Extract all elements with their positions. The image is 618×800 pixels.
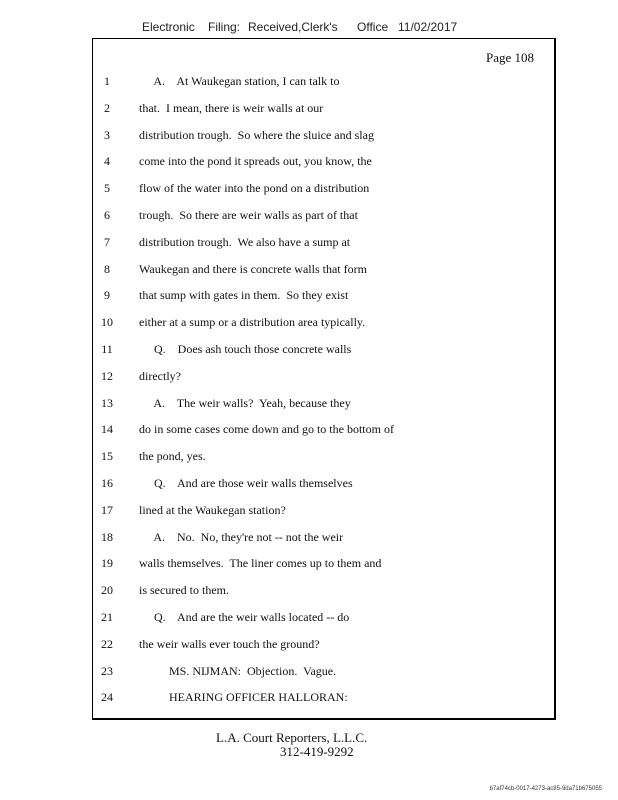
line-text: the pond, yes.	[139, 449, 206, 464]
line-number: 22	[101, 636, 113, 651]
line-text: do in some cases come down and go to the bottom of	[139, 422, 394, 437]
transcript-line	[0, 261, 556, 277]
line-text: that sump with gates in them. So they exist	[139, 288, 349, 303]
line-text: Q. And are the weir walls located -- do	[139, 610, 350, 624]
line-number: 21	[101, 610, 113, 624]
line-text: lined at the Waukegan station?	[139, 502, 286, 517]
transcript-line	[0, 582, 556, 598]
line-number: 4	[104, 154, 110, 169]
transcript-line	[0, 100, 556, 116]
line-number: 17	[101, 502, 113, 517]
transcript-line	[0, 609, 556, 625]
filing-stamp-electronic: Electronic	[142, 20, 195, 34]
line-number: 13	[101, 395, 113, 410]
line-text: Q. Does ash touch those concrete walls	[139, 342, 352, 356]
court-reporter-phone: 312-419-9292	[280, 744, 354, 759]
line-text: walls themselves. The liner comes up to them and	[139, 556, 382, 571]
line-text: MS. NIJMAN: Objection. Vague.	[139, 663, 337, 678]
line-text: Waukegan and there is concrete walls that form	[139, 261, 367, 276]
line-number: 11	[101, 342, 113, 356]
line-text: the weir walls ever touch the ground?	[139, 636, 320, 651]
filing-stamp-office: Office	[357, 20, 389, 34]
transcript-line	[0, 529, 556, 545]
transcript-line	[0, 636, 556, 652]
transcript-line	[0, 341, 556, 357]
transcript-line	[0, 180, 556, 196]
transcript-line	[0, 475, 556, 491]
line-number: 10	[101, 315, 113, 330]
line-text: is secured to them.	[139, 583, 229, 598]
transcript-line	[0, 153, 556, 169]
line-text: A. At Waukegan station, I can talk to	[139, 74, 340, 88]
line-number: 1	[104, 74, 110, 88]
transcript-line	[0, 207, 556, 223]
line-number: 23	[101, 663, 113, 678]
transcript-line	[0, 234, 556, 250]
court-reporter-name: L.A. Court Reporters, L.L.C.	[216, 730, 368, 745]
transcript-line	[0, 502, 556, 518]
line-text: flow of the water into the pond on a distribution	[139, 181, 370, 196]
line-number: 19	[101, 556, 113, 571]
line-number: 14	[101, 422, 113, 437]
line-number: 18	[101, 529, 113, 544]
line-number: 9	[104, 288, 110, 303]
line-text: HEARING OFFICER HALLORAN:	[139, 690, 348, 705]
transcript-line	[0, 448, 556, 464]
filing-stamp-header	[0, 20, 618, 38]
filing-stamp-filing: Filing:	[208, 20, 241, 34]
line-number: 24	[101, 690, 113, 705]
line-number: 3	[104, 127, 110, 142]
page-number: Page 108	[485, 50, 534, 65]
line-number: 15	[101, 449, 113, 464]
line-number: 5	[104, 181, 110, 196]
line-number: 16	[101, 476, 113, 490]
transcript-line	[0, 689, 556, 705]
line-number: 2	[104, 100, 110, 115]
transcript-line	[0, 663, 556, 679]
transcript-line	[0, 287, 556, 303]
transcript-line	[0, 314, 556, 330]
transcript-line	[0, 555, 556, 571]
line-number: 7	[104, 234, 110, 249]
line-text: come into the pond it spreads out, you know, the	[139, 154, 372, 169]
line-text: distribution trough. So where the sluice and slag	[139, 127, 374, 142]
line-text: Q. And are those weir walls themselves	[139, 476, 353, 490]
line-text: trough. So there are weir walls as part of that	[139, 208, 358, 222]
line-number: 12	[101, 368, 113, 383]
transcript-line	[0, 73, 556, 89]
line-text: either at a sump or a distribution area typically.	[139, 315, 366, 330]
line-text: distribution trough. We also have a sump at	[139, 234, 351, 249]
line-number: 6	[104, 208, 110, 222]
filing-stamp-received-clerks: Received,Clerk's	[248, 20, 338, 34]
line-number: 20	[101, 583, 113, 598]
transcript-line	[0, 395, 556, 411]
line-text: that. I mean, there is weir walls at our	[139, 100, 324, 115]
line-text: directly?	[139, 368, 181, 383]
filing-stamp-date: 11/02/2017	[398, 20, 458, 34]
document-id: b7af74cb-0017-4273-ac85-9da71b675055	[489, 786, 602, 792]
line-text: A. The weir walls? Yeah, because they	[139, 395, 351, 410]
transcript-line	[0, 368, 556, 384]
line-text: A. No. No, they're not -- not the weir	[139, 529, 344, 544]
transcript-line	[0, 127, 556, 143]
line-number: 8	[104, 261, 110, 276]
transcript-line	[0, 421, 556, 437]
